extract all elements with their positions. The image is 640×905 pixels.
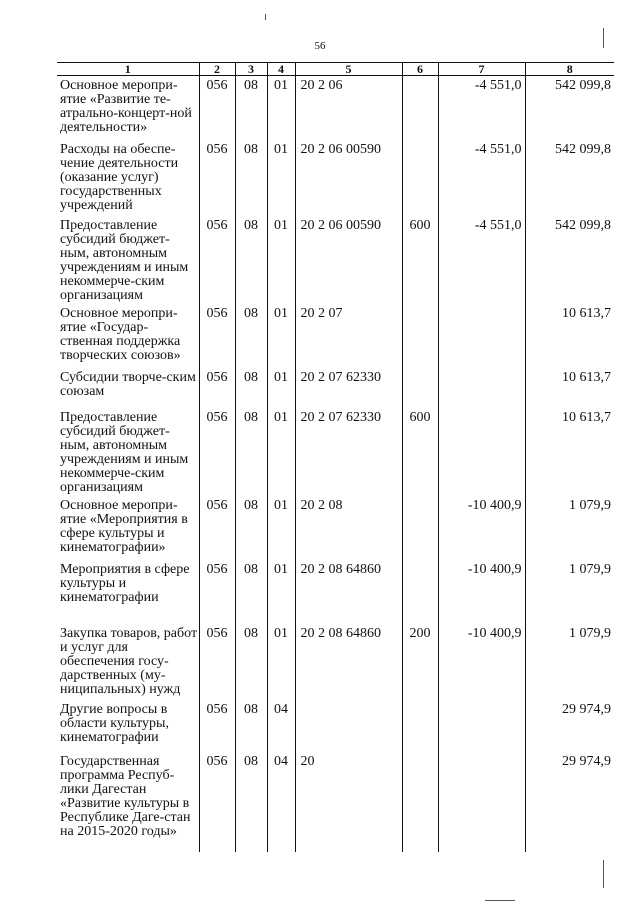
row-section-code-cell-text: 08 [244, 218, 258, 233]
row-ministry-code-cell [199, 752, 235, 852]
row-expense-type-cell [402, 700, 438, 752]
row-ministry-code-cell [199, 140, 235, 216]
row-expense-type-cell-text [403, 76, 438, 79]
row-total-amount-cell-text: 10 613,7 [562, 410, 611, 425]
row-name-cell [57, 496, 199, 560]
row-name-cell [57, 304, 199, 368]
row-ministry-code-cell-text: 056 [206, 702, 228, 717]
row-total-amount-cell-text: 29 974,9 [562, 702, 611, 717]
row-change-amount-cell-text: -4 551,0 [474, 142, 522, 157]
row-change-amount-cell [438, 624, 525, 700]
row-section-code-cell-text: 08 [244, 754, 258, 769]
table-row [57, 408, 614, 496]
row-subsection-code-cell [267, 560, 295, 624]
table-row [57, 304, 614, 368]
row-expense-type-cell [402, 408, 438, 496]
row-section-code-cell [235, 216, 267, 304]
row-target-article-cell-text: 20 2 08 64860 [300, 626, 381, 641]
row-subsection-code-cell [267, 496, 295, 560]
row-name-cell [57, 752, 199, 852]
row-expense-type-cell-text: 200 [409, 626, 431, 641]
row-ministry-code-cell [199, 700, 235, 752]
row-subsection-code-cell [267, 140, 295, 216]
row-expense-type-cell-text: 600 [409, 410, 431, 425]
row-change-amount-cell-text [439, 408, 522, 411]
row-subsection-code-cell [267, 368, 295, 408]
row-total-amount-cell-text: 542 099,8 [555, 142, 611, 157]
row-change-amount-cell [438, 304, 525, 368]
row-expense-type-cell [402, 624, 438, 700]
row-expense-type-cell [402, 752, 438, 852]
row-name-cell [57, 408, 199, 496]
row-name-cell-text: Расходы на обеспе-чение деятельности (оказание услуг) государственных учреждений [60, 142, 179, 213]
row-total-amount-cell-text: 542 099,8 [555, 218, 611, 233]
row-expense-type-cell-text [403, 752, 438, 755]
table-row [57, 216, 614, 304]
table-row [57, 624, 614, 700]
row-total-amount-cell-text: 542 099,8 [555, 78, 611, 93]
row-subsection-code-cell [267, 624, 295, 700]
row-target-article-cell-text: 20 2 06 00590 [300, 218, 381, 233]
row-expense-type-cell-text [403, 496, 438, 499]
row-expense-type-cell [402, 304, 438, 368]
budget-table [57, 62, 614, 852]
header-col-1: 1 [57, 63, 199, 76]
row-target-article-cell [295, 496, 402, 560]
header-col-2: 2 [199, 63, 235, 76]
row-target-article-cell [295, 304, 402, 368]
row-ministry-code-cell [199, 560, 235, 624]
row-total-amount-cell [525, 496, 614, 560]
row-total-amount-cell [525, 76, 614, 141]
row-expense-type-cell-text [403, 304, 438, 307]
row-expense-type-cell-text [403, 560, 438, 563]
row-target-article-cell [295, 752, 402, 852]
row-change-amount-cell-text: -10 400,9 [467, 562, 522, 577]
row-section-code-cell [235, 624, 267, 700]
row-name-cell [57, 140, 199, 216]
row-ministry-code-cell [199, 624, 235, 700]
row-total-amount-cell [525, 624, 614, 700]
row-ministry-code-cell-text: 056 [206, 78, 228, 93]
row-total-amount-cell-text: 1 079,9 [569, 626, 611, 641]
row-change-amount-cell-text [439, 752, 522, 755]
row-section-code-cell [235, 700, 267, 752]
row-subsection-code-cell-text: 01 [274, 306, 288, 321]
row-expense-type-cell [402, 560, 438, 624]
row-subsection-code-cell [267, 752, 295, 852]
row-change-amount-cell [438, 408, 525, 496]
row-expense-type-cell [402, 76, 438, 141]
row-ministry-code-cell-text: 056 [206, 626, 228, 641]
row-name-cell [57, 560, 199, 624]
row-total-amount-cell-text: 10 613,7 [562, 370, 611, 385]
row-change-amount-cell-text: -10 400,9 [467, 626, 522, 641]
row-name-cell [57, 216, 199, 304]
table-row [57, 496, 614, 560]
table-row [57, 368, 614, 408]
row-name-cell-text: Мероприятия в сфере культуры и кинематографии [60, 562, 190, 605]
row-target-article-cell-text: 20 2 08 64860 [300, 562, 381, 577]
row-target-article-cell [295, 76, 402, 141]
row-ministry-code-cell-text: 056 [206, 218, 228, 233]
row-change-amount-cell [438, 216, 525, 304]
row-target-article-cell [295, 408, 402, 496]
row-target-article-cell-text: 20 2 07 62330 [300, 370, 381, 385]
row-target-article-cell-text: 20 2 07 62330 [300, 410, 381, 425]
row-section-code-cell-text: 08 [244, 702, 258, 717]
row-total-amount-cell [525, 700, 614, 752]
row-target-article-cell [295, 700, 402, 752]
row-subsection-code-cell [267, 304, 295, 368]
row-total-amount-cell [525, 408, 614, 496]
row-ministry-code-cell-text: 056 [206, 142, 228, 157]
table-body [57, 76, 614, 853]
row-change-amount-cell [438, 700, 525, 752]
row-section-code-cell [235, 752, 267, 852]
row-name-cell-text: Государственная программа Респуб-лики Дагестан «Развитие культуры в Республике Даге-стан на 2015-2020 годы» [60, 754, 191, 839]
row-expense-type-cell [402, 140, 438, 216]
row-name-cell-text: Основное меропри-ятие «Мероприятия в сфере культуры и кинематографии» [60, 498, 188, 555]
row-name-cell [57, 624, 199, 700]
row-name-cell [57, 368, 199, 408]
row-change-amount-cell-text [439, 700, 522, 703]
row-expense-type-cell-text [403, 140, 438, 143]
row-target-article-cell-text [301, 700, 402, 703]
row-name-cell-text: Основное меропри-ятие «Государ-ственная поддержка творческих союзов» [60, 306, 181, 363]
row-name-cell-text: Предоставление субсидий бюджет-ным, автономным учреждениям и иным некоммерче-ским организациям [60, 410, 189, 495]
row-name-cell [57, 700, 199, 752]
row-target-article-cell-text: 20 2 08 [300, 498, 343, 513]
row-name-cell [57, 76, 199, 141]
row-section-code-cell [235, 76, 267, 141]
row-total-amount-cell-text: 29 974,9 [562, 754, 611, 769]
row-ministry-code-cell-text: 056 [206, 498, 228, 513]
row-subsection-code-cell-text: 01 [274, 410, 288, 425]
row-ministry-code-cell-text: 056 [206, 562, 228, 577]
row-target-article-cell-text: 20 2 07 [300, 306, 343, 321]
row-subsection-code-cell [267, 408, 295, 496]
row-expense-type-cell-text [403, 700, 438, 703]
row-ministry-code-cell [199, 304, 235, 368]
row-total-amount-cell [525, 368, 614, 408]
scan-mark [485, 900, 515, 901]
row-expense-type-cell [402, 368, 438, 408]
row-target-article-cell-text: 20 [300, 754, 315, 769]
row-target-article-cell [295, 216, 402, 304]
row-change-amount-cell-text: -10 400,9 [467, 498, 522, 513]
row-name-cell-text: Другие вопросы в области культуры, кинематографии [60, 702, 169, 745]
header-col-5: 5 [295, 63, 402, 76]
row-total-amount-cell [525, 304, 614, 368]
row-total-amount-cell [525, 560, 614, 624]
row-total-amount-cell [525, 140, 614, 216]
row-total-amount-cell-text: 10 613,7 [562, 306, 611, 321]
row-subsection-code-cell-text: 01 [274, 626, 288, 641]
row-expense-type-cell [402, 216, 438, 304]
budget-table-container [57, 62, 614, 852]
row-change-amount-cell-text: -4 551,0 [474, 218, 522, 233]
row-total-amount-cell [525, 216, 614, 304]
row-target-article-cell-text: 20 2 06 00590 [300, 142, 381, 157]
row-ministry-code-cell [199, 368, 235, 408]
row-ministry-code-cell-text: 056 [206, 370, 228, 385]
row-section-code-cell [235, 408, 267, 496]
row-ministry-code-cell [199, 76, 235, 141]
table-row [57, 76, 614, 141]
row-section-code-cell [235, 560, 267, 624]
row-section-code-cell-text: 08 [244, 306, 258, 321]
row-section-code-cell-text: 08 [244, 626, 258, 641]
row-subsection-code-cell-text: 04 [274, 702, 288, 717]
row-change-amount-cell [438, 368, 525, 408]
row-name-cell-text: Основное меропри-ятие «Развитие те-атрально-концерт-ной деятельности» [60, 78, 192, 135]
row-change-amount-cell [438, 560, 525, 624]
row-section-code-cell [235, 368, 267, 408]
row-ministry-code-cell [199, 408, 235, 496]
row-target-article-cell-text: 20 2 06 [300, 78, 343, 93]
row-total-amount-cell-text: 1 079,9 [569, 498, 611, 513]
row-subsection-code-cell-text: 04 [274, 754, 288, 769]
header-col-7: 7 [438, 63, 525, 76]
row-expense-type-cell-text [403, 368, 438, 371]
row-expense-type-cell [402, 496, 438, 560]
scan-mark [603, 28, 604, 48]
header-col-6: 6 [402, 63, 438, 76]
row-target-article-cell [295, 560, 402, 624]
row-subsection-code-cell [267, 76, 295, 141]
row-section-code-cell [235, 140, 267, 216]
scan-mark [265, 14, 266, 20]
row-subsection-code-cell-text: 01 [274, 78, 288, 93]
row-name-cell-text: Закупка товаров, работ и услуг для обеспечения госу-дарственных (му-ниципальных) нужд [60, 626, 198, 697]
row-subsection-code-cell [267, 700, 295, 752]
row-subsection-code-cell-text: 01 [274, 370, 288, 385]
table-row [57, 752, 614, 852]
row-total-amount-cell [525, 752, 614, 852]
row-subsection-code-cell-text: 01 [274, 218, 288, 233]
row-change-amount-cell [438, 752, 525, 852]
table-row [57, 560, 614, 624]
row-section-code-cell-text: 08 [244, 142, 258, 157]
table-row [57, 140, 614, 216]
row-change-amount-cell-text [439, 304, 522, 307]
row-total-amount-cell-text: 1 079,9 [569, 562, 611, 577]
row-target-article-cell [295, 140, 402, 216]
scan-mark [603, 860, 604, 888]
row-section-code-cell [235, 496, 267, 560]
row-name-cell-text: Предоставление субсидий бюджет-ным, автономным учреждениям и иным некоммерче-ским организациям [60, 218, 189, 303]
row-name-cell-text: Субсидии творче-ским союзам [60, 370, 196, 399]
row-section-code-cell-text: 08 [244, 410, 258, 425]
row-section-code-cell [235, 304, 267, 368]
header-col-4: 4 [267, 63, 295, 76]
row-subsection-code-cell-text: 01 [274, 562, 288, 577]
row-ministry-code-cell-text: 056 [206, 306, 228, 321]
row-target-article-cell [295, 624, 402, 700]
row-ministry-code-cell [199, 496, 235, 560]
row-ministry-code-cell [199, 216, 235, 304]
row-change-amount-cell [438, 140, 525, 216]
row-change-amount-cell [438, 496, 525, 560]
row-subsection-code-cell-text: 01 [274, 498, 288, 513]
row-expense-type-cell-text: 600 [409, 218, 431, 233]
row-ministry-code-cell-text: 056 [206, 754, 228, 769]
header-row [57, 63, 614, 76]
page-number: 56 [314, 40, 326, 52]
row-change-amount-cell-text: -4 551,0 [474, 78, 522, 93]
table-row [57, 700, 614, 752]
row-ministry-code-cell-text: 056 [206, 410, 228, 425]
row-change-amount-cell-text [439, 368, 522, 371]
row-subsection-code-cell-text: 01 [274, 142, 288, 157]
header-col-8: 8 [525, 63, 614, 76]
row-section-code-cell-text: 08 [244, 498, 258, 513]
row-subsection-code-cell [267, 216, 295, 304]
row-section-code-cell-text: 08 [244, 78, 258, 93]
row-change-amount-cell [438, 76, 525, 141]
header-col-3: 3 [235, 63, 267, 76]
row-target-article-cell [295, 368, 402, 408]
row-section-code-cell-text: 08 [244, 562, 258, 577]
row-section-code-cell-text: 08 [244, 370, 258, 385]
